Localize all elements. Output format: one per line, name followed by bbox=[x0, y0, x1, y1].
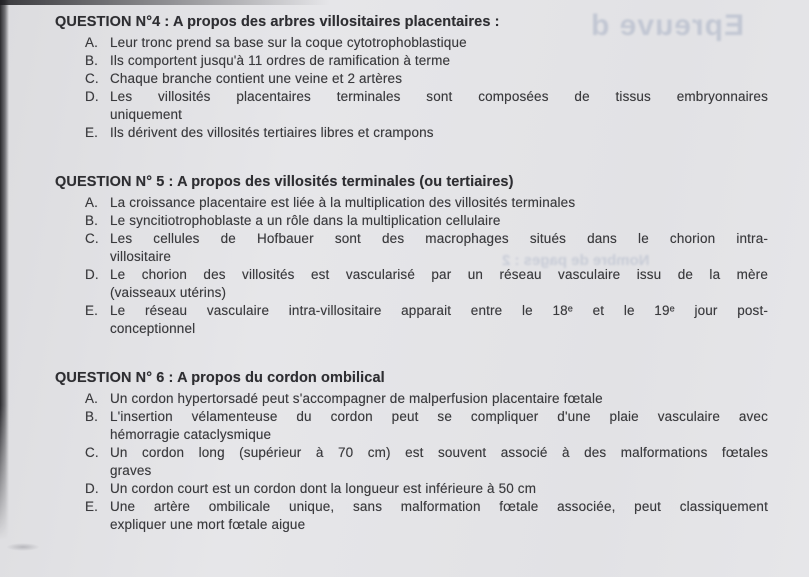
option-line: conceptionnel bbox=[110, 321, 196, 336]
question-header: QUESTION N°4 : A propos des arbres villositaires placentaires : bbox=[55, 14, 500, 30]
option-row bbox=[85, 498, 768, 534]
option-text bbox=[110, 212, 768, 230]
option-letter: E. bbox=[85, 125, 99, 140]
option-text bbox=[110, 124, 768, 142]
option-line: Une artère ombilicale unique, sans malformation fœtale associée, peut classiquement bbox=[110, 499, 768, 514]
scan-smudge bbox=[6, 543, 40, 551]
option-line: L'insertion vélamenteuse du cordon peut se compliquer d'une plaie vasculaire avec bbox=[110, 409, 768, 424]
option-row bbox=[85, 34, 768, 52]
option-letter: C. bbox=[85, 71, 99, 86]
option-text bbox=[110, 390, 768, 408]
option-row bbox=[85, 390, 768, 408]
option-line: Un cordon long (supérieur à 70 cm) est souvent associé à des malformations fœtales bbox=[110, 445, 768, 460]
option-row bbox=[85, 70, 768, 88]
option-text bbox=[110, 230, 768, 266]
bleedthrough-title: Epreuve d bbox=[590, 9, 745, 42]
option-letter: B. bbox=[85, 53, 99, 68]
option-text bbox=[110, 34, 768, 52]
option-letter: C. bbox=[85, 445, 99, 460]
option-text bbox=[110, 88, 768, 124]
question-block bbox=[55, 173, 768, 338]
option-row bbox=[85, 52, 768, 70]
option-line: Un cordon court est un cordon dont la longueur est inférieure à 50 cm bbox=[110, 481, 537, 496]
option-text bbox=[110, 52, 768, 70]
option-letter: E. bbox=[85, 303, 99, 318]
option-line: Chaque branche contient une veine et 2 artères bbox=[110, 71, 403, 86]
question-list bbox=[55, 13, 768, 534]
option-row bbox=[85, 230, 768, 266]
option-text bbox=[110, 444, 768, 480]
option-line: Le chorion des villosités est vascularisé par un réseau vasculaire issu de la mère bbox=[110, 267, 768, 282]
option-text bbox=[110, 498, 768, 534]
option-letter: E. bbox=[85, 499, 99, 514]
option-row bbox=[85, 444, 768, 480]
option-row bbox=[85, 302, 768, 338]
option-line: hémorragie cataclysmique bbox=[110, 427, 272, 442]
option-letter: D. bbox=[85, 481, 99, 496]
option-line: La croissance placentaire est liée à la multiplication des villosités terminales bbox=[110, 195, 576, 210]
option-line: Ils dérivent des villosités tertiaires libres et crampons bbox=[110, 125, 434, 140]
option-line: Le réseau vasculaire intra-villositaire apparait entre le 18ᵉ et le 19ᵉ jour post- bbox=[110, 303, 768, 318]
option-line: Leur tronc prend sa base sur la coque cytotrophoblastique bbox=[110, 35, 467, 50]
option-letter: A. bbox=[85, 35, 99, 50]
option-letter: D. bbox=[85, 89, 99, 104]
option-letter: C. bbox=[85, 231, 99, 246]
option-letter: A. bbox=[85, 195, 99, 210]
option-text bbox=[110, 70, 768, 88]
question-block bbox=[55, 369, 768, 534]
option-row bbox=[85, 88, 768, 124]
option-row bbox=[85, 212, 768, 230]
option-line: uniquement bbox=[110, 107, 183, 122]
option-letter: A. bbox=[85, 391, 99, 406]
bleedthrough-pages-note: Nombre de pages : 2 bbox=[502, 252, 650, 269]
option-text bbox=[110, 480, 768, 498]
option-row bbox=[85, 480, 768, 498]
option-text bbox=[110, 266, 768, 302]
option-row bbox=[85, 124, 768, 142]
option-row bbox=[85, 408, 768, 444]
option-row bbox=[85, 266, 768, 302]
option-line: (vaisseaux utérins) bbox=[110, 285, 227, 300]
option-line: Ils comportent jusqu'à 11 ordres de ramification à terme bbox=[110, 53, 451, 68]
option-line: graves bbox=[110, 463, 152, 478]
question-header: QUESTION N° 6 : A propos du cordon ombilical bbox=[55, 370, 385, 386]
option-text bbox=[110, 302, 768, 338]
question-header: QUESTION N° 5 : A propos des villosités terminales (ou tertiaires) bbox=[55, 174, 514, 190]
option-letter: D. bbox=[85, 267, 99, 282]
option-line: Les cellules de Hofbauer sont des macrophages situés dans le chorion intra- bbox=[110, 231, 768, 246]
option-line: Un cordon hypertorsadé peut s'accompagner de malperfusion placentaire fœtale bbox=[110, 391, 603, 406]
option-text bbox=[110, 194, 768, 212]
option-line: villositaire bbox=[110, 249, 172, 264]
option-row bbox=[85, 194, 768, 212]
option-line: Le syncitiotrophoblaste a un rôle dans la multiplication cellulaire bbox=[110, 213, 501, 228]
question-block bbox=[55, 13, 768, 142]
option-line: Les villosités placentaires terminales sont composées de tissus embryonnaires bbox=[110, 89, 768, 104]
option-letter: B. bbox=[85, 213, 99, 228]
option-text bbox=[110, 408, 768, 444]
option-line: expliquer une mort fœtale aigue bbox=[110, 517, 306, 532]
option-letter: B. bbox=[85, 409, 99, 424]
